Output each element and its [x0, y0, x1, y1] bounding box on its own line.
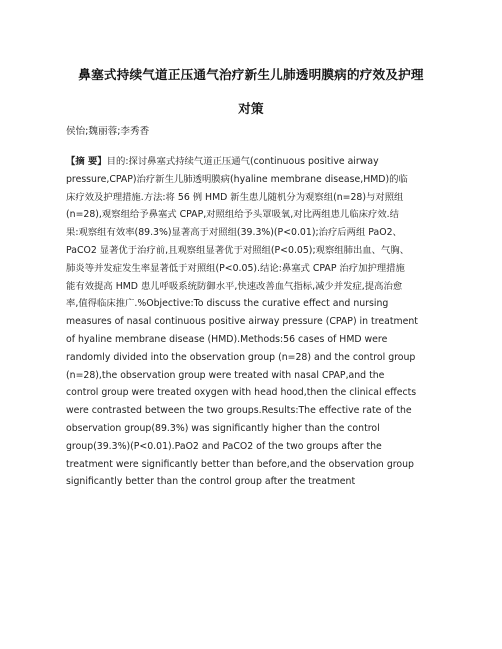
- abstract-line: (n=28),观察组给予鼻塞式 CPAP,对照组给予头罩吸氧,对比两组患儿临床疗效.结: [66, 209, 399, 221]
- abstract-line: [66, 153, 440, 171]
- abstract-line: randomly divided into the observation group (n=28) and the control group: [66, 351, 416, 363]
- title-line-2: 对策: [238, 101, 264, 116]
- title-line-1: 鼻塞式持续气道正压通气治疗新生儿肺透明膜病的疗效及护理: [78, 67, 424, 82]
- abstract-line: 率,值得临床推广.%Objective:To discuss the curative effect and nursing: [66, 298, 389, 310]
- abstract-line: observation group(89.3%) was significantly higher than the control: [66, 422, 380, 434]
- abstract-line: group(39.3%)(P<0.01).PaO2 and PaCO2 of the two groups after the: [66, 440, 382, 452]
- paper-title: [56, 58, 446, 126]
- abstract-line: (n=28),the observation group were treated with nasal CPAP,and the: [66, 369, 385, 381]
- abstract-first-line-text: 目的:探讨鼻塞式持续气道正压通气(continuous positive airway: [106, 156, 379, 167]
- abstract-line: PaCO2 显著优于治疗前,且观察组显著优于对照组(P<0.05);观察组肺出血、气胸、: [66, 244, 410, 256]
- abstract-line: were contrasted between the two groups.Results:The effective rate of the: [66, 405, 412, 417]
- paper-authors: 侯怡;魏丽蓉;李秀香: [66, 126, 150, 137]
- abstract-line: of hyaline membrane disease (HMD).Methods:56 cases of HMD were: [66, 333, 388, 345]
- abstract-line: control group were treated oxygen with head hood,then the clinical effects: [66, 387, 417, 399]
- abstract-line: 能有效提高 HMD 患儿呼吸系统防御水平,快速改善血气指标,减少并发症,提高治愈: [66, 280, 403, 292]
- abstract-line: measures of nasal continuous positive airway pressure (CPAP) in treatment: [66, 316, 418, 328]
- abstract-label: 【摘 要】: [66, 156, 107, 167]
- abstract-line: significantly better than the control group after the treatment: [66, 476, 356, 488]
- abstract-line: 果:观察组有效率(89.3%)显著高于对照组(39.3%)(P<0.01);治疗后两组 PaO2、: [66, 227, 402, 239]
- abstract-line: 床疗效及护理措施.方法:将 56 例 HMD 新生患儿随机分为观察组(n=28)与对照组: [66, 191, 404, 203]
- abstract-line: treatment were significantly better than before,and the observation group: [66, 458, 414, 470]
- abstract-line: pressure,CPAP)治疗新生儿肺透明膜病(hyaline membrane disease,HMD)的临: [66, 173, 408, 185]
- abstract-line: 肺炎等并发症发生率显著低于对照组(P<0.05).结论:鼻塞式 CPAP 治疗加护理措施: [66, 262, 405, 274]
- abstract-body: [66, 153, 440, 491]
